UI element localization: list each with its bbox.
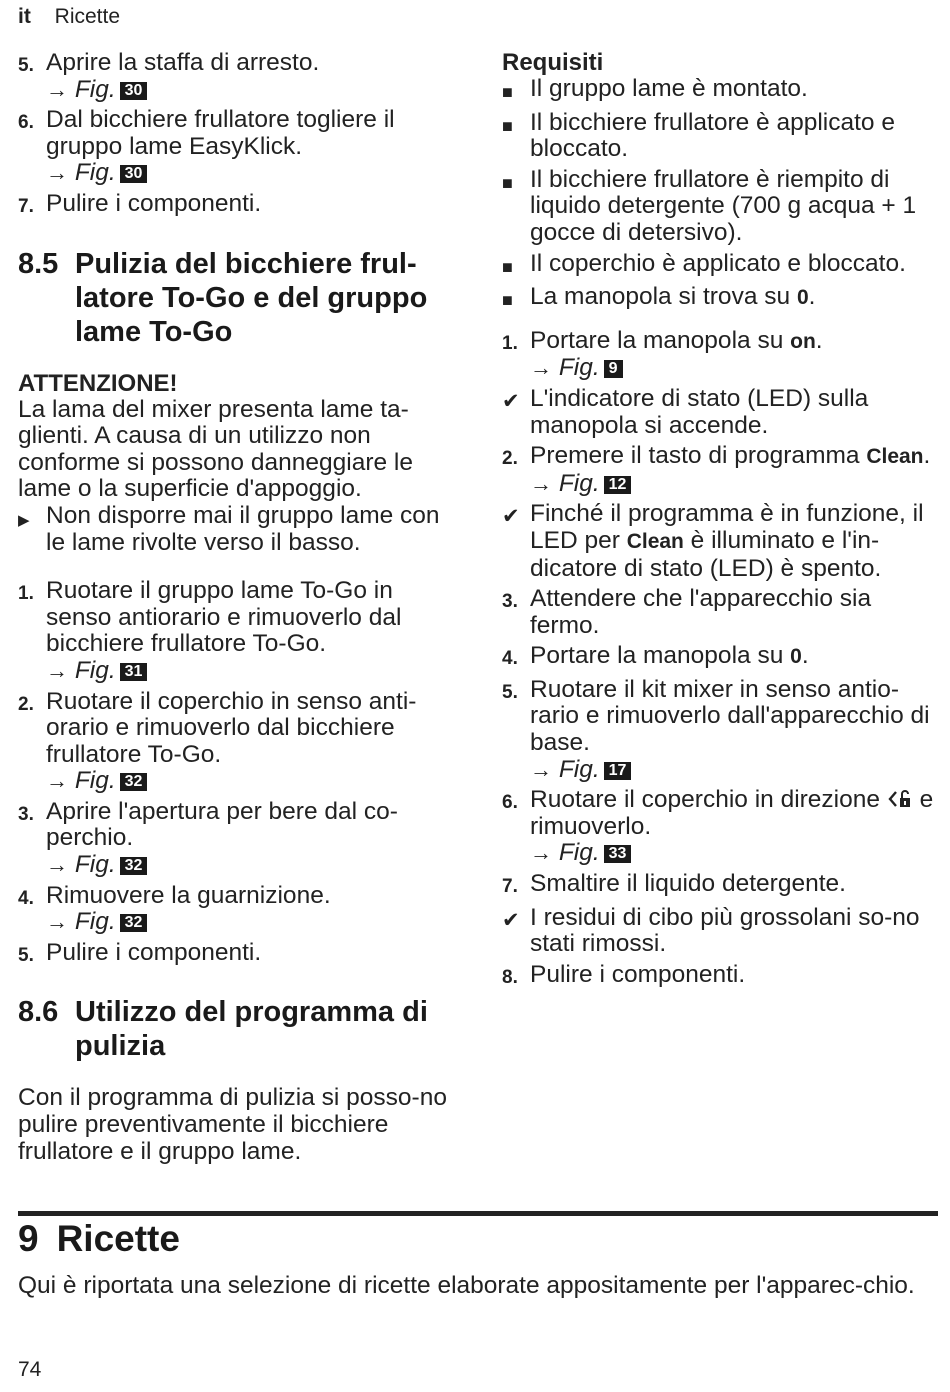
fig-ref: → Fig. 30 — [46, 77, 458, 104]
fig-number: 32 — [120, 914, 148, 932]
fig-number: 33 — [604, 845, 632, 863]
fig-ref: → Fig. 32 — [46, 909, 458, 936]
step-3 — [18, 799, 458, 879]
knob-on-label: on — [790, 329, 816, 353]
square-bullet-icon: ■ — [502, 115, 513, 136]
step-text: Ruotare il gruppo lame To-Go in senso antiorario e rimuoverlo dal bicchiere frullatore To-Go. — [46, 577, 402, 658]
step-number: 7. — [502, 876, 518, 898]
result-2: ✔ Finché il programma è in funzione, il LED per Clean è illuminato e l'in-dicatore di stato (LED) è spento. — [502, 500, 924, 582]
chapter-heading — [18, 1218, 180, 1260]
step-number: 1. — [18, 583, 34, 605]
step-text: Ruotare il coperchio in senso anti-orario e rimuoverlo dal bicchiere frullatore To-Go. — [46, 687, 417, 768]
clean-led-label: Clean — [626, 529, 684, 553]
arrow-right-icon: → — [46, 768, 68, 794]
arrow-right-icon: → — [46, 852, 68, 878]
fig-number: 30 — [120, 82, 148, 100]
step-number: 6. — [502, 792, 518, 814]
knob-position-label: 0 — [796, 286, 809, 310]
chapter-divider — [18, 1211, 938, 1216]
step-text: Pulire i componenti. — [46, 938, 262, 966]
arrow-right-icon: → — [530, 355, 552, 381]
fig-ref: → Fig. 32 — [46, 768, 458, 795]
fig-number: 9 — [604, 360, 623, 378]
requirement-item: ■ Il coperchio è applicato e bloccato. — [502, 251, 942, 281]
result-1: ✔ L'indicatore di stato (LED) sulla manopola si accende. — [502, 384, 869, 439]
chapter-intro: Qui è riportata una selezione di ricette elaborate appositamente per l'apparec-chio. — [18, 1272, 915, 1299]
step-7: 7. Smaltire il liquido detergente. — [502, 871, 942, 901]
step-number: 7. — [18, 195, 34, 217]
unlock-direction-icon — [887, 788, 913, 810]
square-bullet-icon: ■ — [502, 172, 513, 193]
checkmark-icon: ✔ — [502, 389, 520, 413]
step-number: 8. — [502, 966, 518, 988]
arrow-right-icon: → — [530, 470, 552, 496]
step-6: 6. Ruotare il coperchio in direzione e rimuoverlo. → Fig. 33 — [502, 787, 942, 867]
page-header — [18, 5, 120, 29]
section-name: Ricette — [54, 5, 121, 28]
step-number: 2. — [18, 693, 34, 715]
fig-ref: → Fig. 33 — [530, 840, 942, 867]
step-1 — [18, 578, 458, 684]
section-8-6-text: Con il programma di pulizia si posso-no pulire preventivamente il bicchiere frullatore e il gruppo lame. — [18, 1084, 447, 1165]
section-8-5-heading — [18, 247, 458, 349]
section-title: Utilizzo del programma di pulizia — [75, 996, 428, 1063]
step-2: 2. Premere il tasto di programma Clean. → Fig. 12 — [502, 443, 942, 497]
language-code: it — [18, 5, 31, 28]
fig-number: 17 — [604, 762, 632, 780]
step-4 — [18, 883, 458, 936]
knob-position-label: 0 — [790, 645, 802, 669]
square-bullet-icon: ■ — [502, 82, 513, 102]
step-text: Dal bicchiere frullatore togliere il gruppo lame EasyKlick. — [46, 106, 395, 160]
fig-number: 30 — [120, 165, 148, 183]
fig-ref: → Fig. 17 — [530, 757, 942, 784]
step-text: Rimuovere la guarnizione. — [46, 881, 331, 909]
fig-ref: → Fig. 30 — [46, 160, 458, 187]
arrow-right-icon: → — [530, 840, 552, 866]
step-4: 4. Portare la manopola su 0. — [502, 643, 942, 673]
clean-button-label: Clean — [866, 445, 924, 469]
result-3: ✔ I residui di cibo più grossolani so-no stati rimossi. — [502, 903, 920, 958]
step-5 — [18, 50, 458, 103]
step-5: 5. Ruotare il kit mixer in senso antio-rario e rimuoverlo dall'apparecchio di base. → Fig. 17 — [502, 677, 942, 783]
step-text: Pulire i componenti. — [46, 189, 262, 217]
step-number: 4. — [502, 648, 518, 670]
arrow-right-icon: → — [46, 909, 68, 935]
fig-ref: → Fig. 32 — [46, 852, 458, 879]
step-3: 3. Attendere che l'apparecchio sia fermo. — [502, 585, 872, 639]
arrow-right-icon: → — [46, 76, 68, 102]
chapter-title: Ricette — [56, 1218, 180, 1259]
step-2 — [18, 689, 458, 795]
checkmark-icon: ✔ — [502, 908, 520, 932]
triangle-bullet-icon: ▶ — [18, 511, 30, 529]
requirements-title: Requisiti — [502, 49, 604, 76]
fig-ref: → Fig. 12 — [530, 471, 942, 498]
warning-action — [18, 503, 458, 556]
section-title: Pulizia del bicchiere frul-latore To-Go e del gruppo lame To-Go — [75, 247, 428, 348]
requirement-item: ■ Il bicchiere frullatore è riempito di liquido detergente (700 g acqua + 1 gocce di detersivo). — [502, 165, 917, 246]
checkmark-icon: ✔ — [502, 505, 520, 529]
fig-number: 31 — [120, 663, 148, 681]
step-number: 5. — [18, 944, 34, 966]
fig-number: 32 — [120, 773, 148, 791]
right-column — [502, 50, 942, 995]
warning-action-text: Non disporre mai il gruppo lame con le lame rivolte verso il basso. — [46, 501, 440, 556]
requirement-item: ■ Il gruppo lame è montato. — [502, 76, 942, 106]
step-number: 3. — [18, 803, 34, 825]
section-number: 8.5 — [18, 247, 59, 280]
fig-number: 12 — [604, 476, 632, 494]
step-8: 8. Pulire i componenti. — [502, 962, 942, 992]
warning-title: ATTENZIONE! — [18, 369, 178, 397]
fig-ref: → Fig. 9 — [530, 355, 942, 382]
step-6 — [18, 107, 458, 187]
left-column — [18, 50, 458, 1165]
step-number: 2. — [502, 448, 518, 470]
step-5b — [18, 940, 458, 970]
square-bullet-icon: ■ — [502, 256, 513, 277]
step-number: 5. — [502, 681, 518, 703]
section-number: 8.6 — [18, 996, 59, 1029]
arrow-right-icon: → — [530, 756, 552, 782]
step-number: 6. — [18, 112, 34, 134]
fig-number: 32 — [120, 857, 148, 875]
step-text: Aprire la staffa di arresto. — [46, 49, 320, 76]
square-bullet-icon: ■ — [502, 290, 513, 311]
step-7 — [18, 191, 458, 221]
warning-text: La lama del mixer presenta lame ta-glienti. A causa di un utilizzo non conforme si possono danneggiare le lame o la superficie d'appoggio. — [18, 395, 413, 503]
section-8-6-heading — [18, 995, 458, 1063]
chapter-number: 9 — [18, 1218, 39, 1259]
requirement-item: ■ La manopola si trova su 0. — [502, 284, 942, 314]
step-number: 5. — [18, 55, 34, 76]
step-number: 1. — [502, 332, 518, 354]
page-number: 74 — [18, 1358, 42, 1381]
step-1: 1. Portare la manopola su on. → Fig. 9 — [502, 328, 942, 382]
step-text: Aprire l'apertura per bere dal co-perchio. — [46, 797, 398, 852]
step-number: 4. — [18, 887, 34, 909]
step-number: 3. — [502, 591, 518, 613]
requirement-item: ■ Il bicchiere frullatore è applicato e bloccato. — [502, 108, 895, 163]
fig-ref: → Fig. 31 — [46, 658, 458, 685]
arrow-right-icon: → — [46, 160, 68, 186]
arrow-right-icon: → — [46, 657, 68, 683]
